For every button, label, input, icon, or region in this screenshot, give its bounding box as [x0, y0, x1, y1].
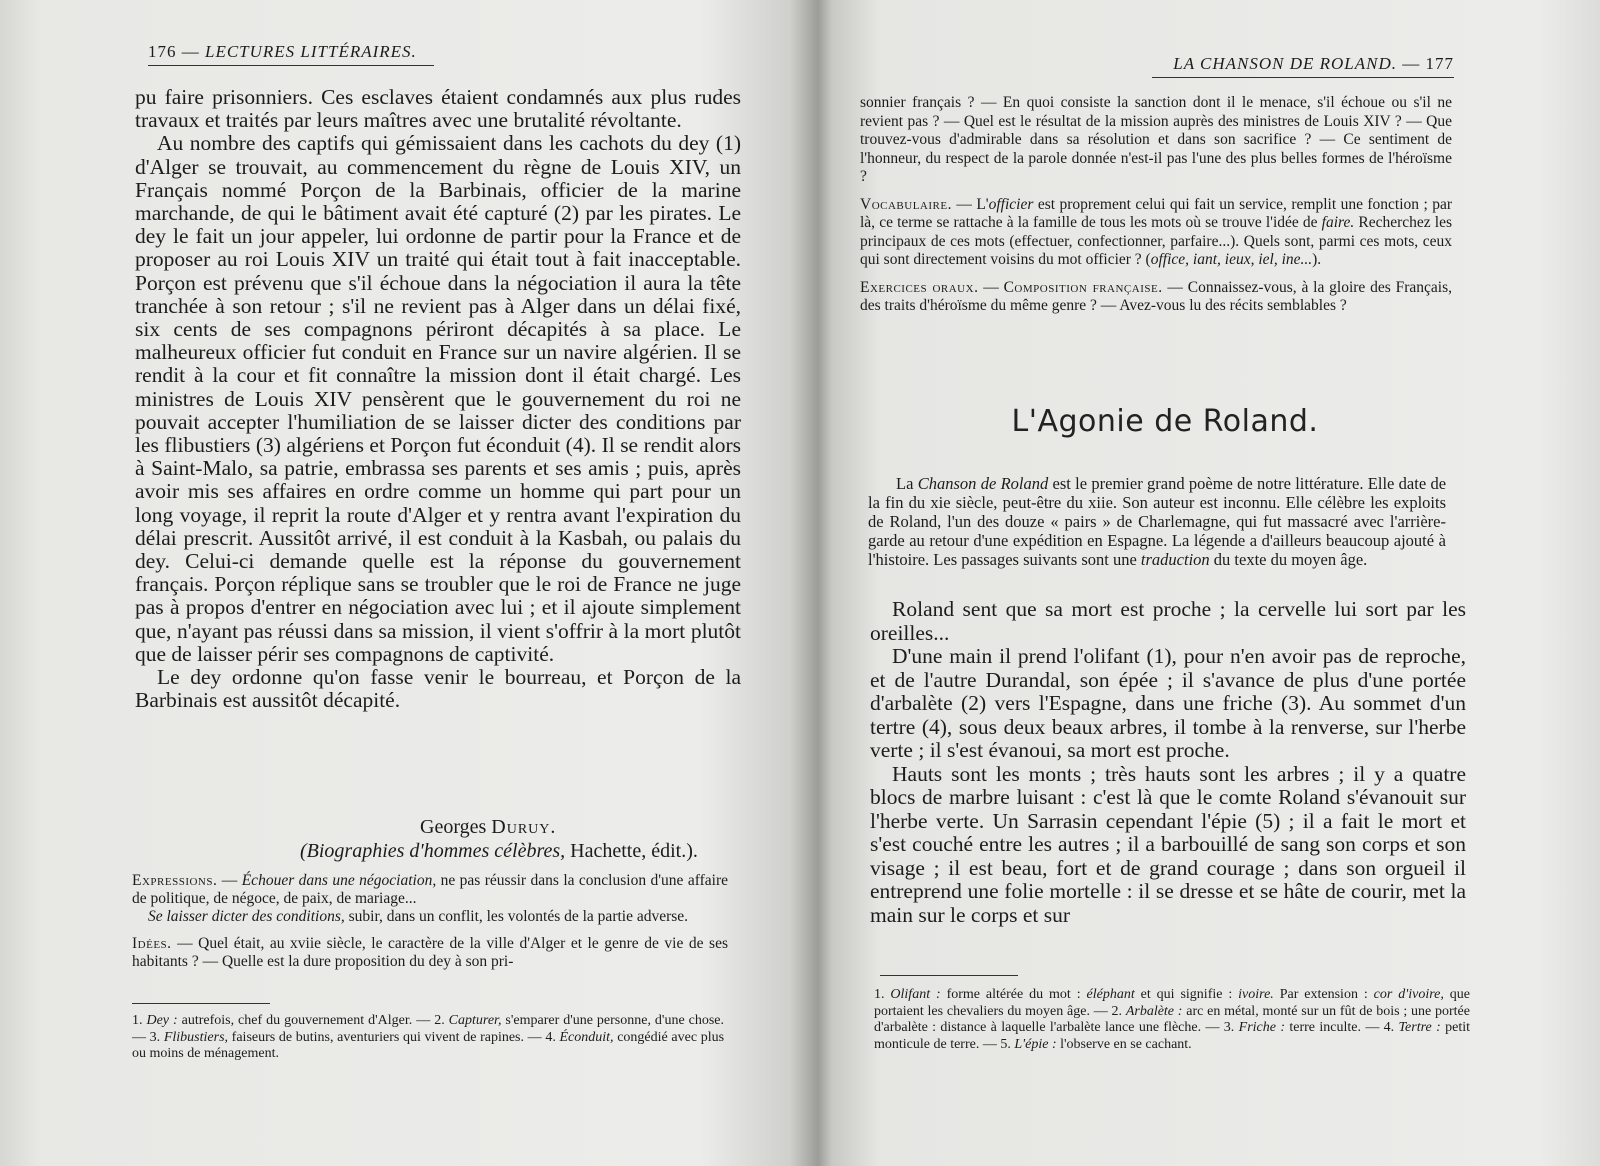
footnote-divider [880, 975, 1018, 976]
running-title: LA CHANSON DE ROLAND. [1173, 54, 1397, 73]
page-number: 177 [1425, 54, 1454, 73]
main-text [135, 86, 741, 712]
source: (Biographies d'hommes célèbres, Hachette, édit.). [300, 840, 698, 862]
exercise-notes [860, 94, 1452, 325]
paragraph: Au nombre des captifs qui gémissaient dans les cachots du dey (1) d'Alger se trouvait, au commencement du règne de Louis XIV, un Français nommé Porçon de la Barbinais, officier de la marine marchande, de qui le bâtiment avait été capturé (2) par les pirates. Le dey le fait un jour appeler, lui ordonne de partir pour la France et de proposer au roi Louis XIV un traité qui était tout à fait inacceptable. Porçon est prévenu que s'il échoue dans la négociation il aura la tête tranchée à son retour ; s'il ne revient pas à Alger dans un délai fixé, six cents de ses compagnons périront décapités à sa place. Le malheureux officier fut conduit en France sur un navire algérien. Il se rendit à la cour et fit connaître la mission dont il était chargé. Les ministres de Louis XIV pensèrent que le gouvernement du roi ne pouvait accepter l'humiliation de se laisser dicter des conditions par les flibustiers (3) algériens et Porçon fut éconduit (4). Il se rendit alors à Saint-Malo, sa patrie, embrassa ses parents et ses amis ; puis, après avoir mis ses affaires en ordre comme un homme qui part pour un long voyage, il reprit la route d'Alger et y rentra avant l'expiration du délai prescrit. Aussitôt arrivé, il est conduit à la Kasbah, ou palais du dey. Celui-ci demande quelle est la réponse du gouvernement français. Porçon réplique sans se troubler que le roi de France ne juge pas à propos d'entrer en négociation avec lui ; et il ajoute simplement que, n'ayant pas réussi dans sa mission, il vient s'offrir à la mort plutôt que de laisser périr ses compagnons de captivité. [135, 131, 741, 666]
page-number: 176 [148, 42, 177, 61]
paragraph: D'une main il prend l'olifant (1), pour n'en avoir pas de reproche, et de l'autre Durandal, son épée ; il s'avance de plus d'une portée d'arbalète (2) vers l'Espagne, dans une friche (3). Au sommet d'un tertre (4), sous deux beaux arbres, il tombe à la renverse, sur l'herbe verte ; il s'est évanoui, sa mort est proche. [870, 644, 1466, 762]
paragraph: Roland sent que sa mort est proche ; la cervelle lui sort par les oreilles... [870, 597, 1466, 645]
main-text [870, 598, 1466, 927]
exercices-note: Exercices oraux. — Composition française. — Connaissez-vous, à la gloire des Français, des traits d'héroïsme du même genre ? — Avez-vous lu des récits semblables ? [860, 278, 1452, 314]
idees-continuation: sonnier français ? — En quoi consiste la sanction dont il le menace, s'il échoue ou s'il ne revient pas ? — Quel est le résultat de la mission auprès des ministres de Louis XIV ? — Que trouvez-vous d'admirable dans sa résolution et dans son sacrifice ? — Ce sentiment de l'honneur, du respect de la parole donnée n'est-il pas l'une des plus belles formes de l'héroïsme ? [860, 94, 1452, 185]
footnotes: 1. Olifant : forme altérée du mot : éléphant et qui signifie : ivoire. Par extension : cor d'ivoire, que portaient les chevaliers du moyen âge. — 2. Arbalète : arc en métal, monté sur un fût de bois ; une portée d'arbalète : distance à laquelle l'arbalète lance une flèche. — 3. Friche : terre inculte. — 4. Tertre : petit monticule de terre. — 5. L'épie : l'observe en se cachant. [874, 987, 1471, 1052]
footnotes: 1. Dey : autrefois, chef du gouvernement d'Alger. — 2. Capturer, s'emparer d'une personne, d'une chose. — 3. Flibustiers, faiseurs de butins, aventuriers qui vivent de rapines. — 4. Éconduit, congédié avec plus ou moins de ménagement. [132, 1013, 725, 1061]
chapter-intro: La Chanson de Roland est le premier grand poème de notre littérature. Elle date de la fin du xie siècle, peut-être du xiie. Son auteur est inconnu. Elle célèbre les exploits de Roland, l'un des douze « pairs » de Charlemagne, qui fut massacré avec l'arrière-garde au retour d'une expédition en Espagne. La légende a d'ailleurs beaucoup ajouté à l'histoire. Les passages suivants sont une traduction du texte du moyen âge. [868, 474, 1447, 569]
vocabulary-note: Vocabulaire. — L'officier est proprement celui qui fait un service, remplit une fonction ; par là, ce terme se rattache à la famille de tous les mots où se trouve l'idée de faire. Recherchez les principaux de ces mots (effectuer, confectionner, parfaire...). Quels sont, parmi ces mots, ceux qui sont directement voisins du mot officier ? (office, iant, ieux, iel, ine...). [860, 195, 1452, 268]
paragraph: Le dey ordonne qu'on fasse venir le bourreau, et Porçon de la Barbinais est aussitôt décapité. [135, 665, 741, 713]
running-title: LECTURES LITTÉRAIRES. [205, 42, 417, 61]
footnote-divider [132, 1003, 270, 1004]
chapter-title: L'Agonie de Roland. [1011, 404, 1319, 439]
author: Georges Duruy. [420, 816, 557, 838]
expressions-note: Expressions. — Échouer dans une négociation, ne pas réussir dans la conclusion d'une affaire de politique, de négoce, de paix, de mariage... [132, 872, 728, 907]
running-head-left: 176 — LECTURES LITTÉRAIRES. [148, 42, 434, 66]
paragraph: pu faire prisonniers. Ces esclaves étaient condamnés aux plus rudes travaux et traités par leurs maîtres avec une brutalité révoltante. [135, 85, 741, 133]
running-head-right: LA CHANSON DE ROLAND. — 177 [1152, 54, 1454, 78]
exercise-notes [132, 872, 728, 980]
paragraph: Hauts sont les monts ; très hauts sont les arbres ; il y a quatre blocs de marbre luisant : c'est là que le comte Roland s'évanouit sur l'herbe verte. Un Sarrasin cependant l'épie (5) ; il a fait le mort et s'est couché entre les autres ; il a barbouillé de sang son corps et son visage ; il est beau, fort et de grand courage ; dans son orgueil il entreprend une folie mortelle : il se dresse et se hâte de courir, met la main sur le corps et sur [870, 761, 1466, 927]
expressions-note-2: Se laisser dicter des conditions, subir, dans un conflit, les volontés de la partie adverse. [148, 908, 689, 925]
right-page [830, 0, 1600, 1166]
idees-note: Idées. — Quel était, au xviie siècle, le caractère de la ville d'Alger et le genre de vie de ses habitants ? — Quelle est la dure proposition du dey à son pri- [132, 935, 728, 970]
attribution [130, 815, 750, 863]
